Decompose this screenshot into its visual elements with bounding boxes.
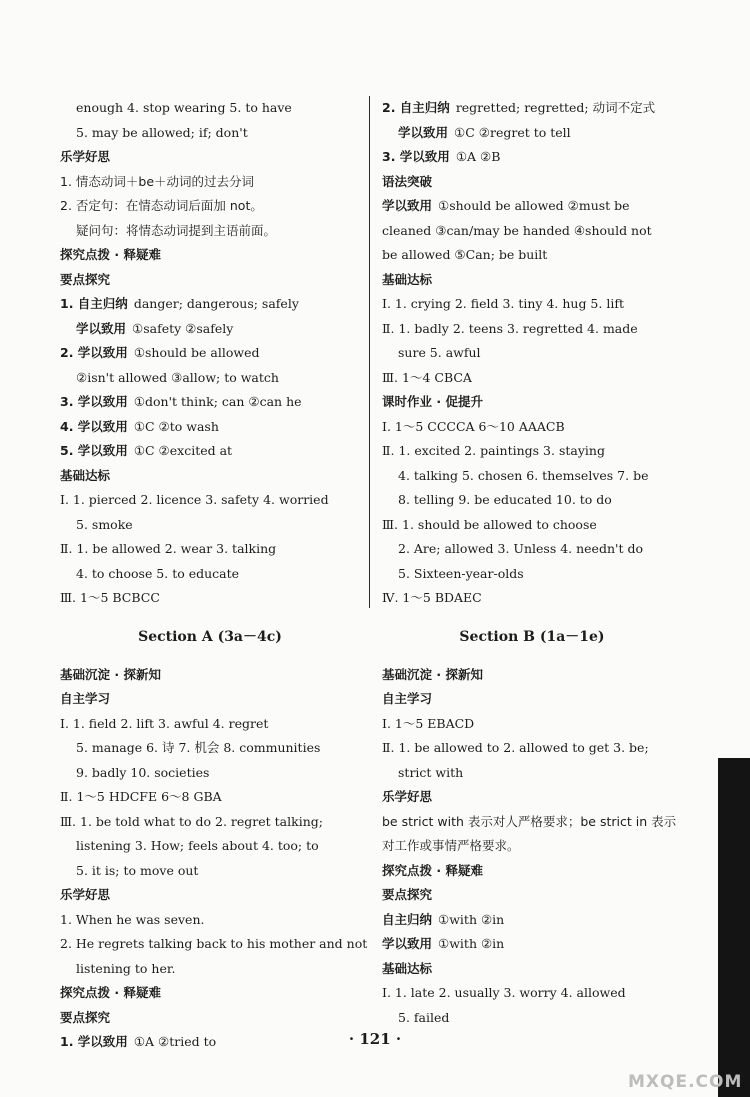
answer-line: 4. to choose 5. to educate <box>76 565 240 581</box>
answer-line: 2. 否定句：在情态动词后面加 not。 <box>60 198 263 213</box>
subheading: 基础达标 <box>60 467 111 483</box>
answer-line: 5. smoke <box>76 516 133 532</box>
answer-line <box>60 415 360 440</box>
subheading: 乐学好思 <box>60 149 111 164</box>
answer-line: 5. manage 6. 诗 7. 机会 8. communities <box>76 740 321 755</box>
subheading: 要点探究 <box>60 271 111 287</box>
answer-line: 1. 情态动词＋be＋动词的过去分词 <box>60 173 255 189</box>
answer-line: 8. telling 9. be educated 10. to do <box>398 492 612 507</box>
answer-label: 学以致用 <box>398 124 449 140</box>
answer-label: 2. 学以致用 <box>60 345 128 360</box>
answer-line: 1. When he was seven. <box>60 911 205 927</box>
answer-text: ①don't think; can ②can he <box>133 394 302 409</box>
right-column <box>382 96 682 1030</box>
answer-line: Ⅳ. 1～5 BDAEC <box>382 590 482 605</box>
answer-label: 学以致用 <box>382 936 433 951</box>
answer-line: Ⅰ. 1. crying 2. field 3. tiny 4. hug 5. lift <box>382 296 624 311</box>
answer-line: Ⅱ. 1. be allowed to 2. allowed to get 3. be; <box>382 740 649 755</box>
answer-line: Ⅲ. 1. be told what to do 2. regret talking; <box>60 813 323 829</box>
subheading: 基础达标 <box>382 271 433 287</box>
answer-label: 3. 学以致用 <box>382 149 450 164</box>
answer-line <box>382 145 682 170</box>
answer-label: 1. 学以致用 <box>60 1034 128 1049</box>
answer-line: enough 4. stop wearing 5. to have <box>76 100 292 115</box>
answer-line: strict with <box>398 764 464 780</box>
subheading: 乐学好思 <box>382 789 433 804</box>
answer-line: 2. Are; allowed 3. Unless 4. needn't do <box>398 541 643 556</box>
answer-line: 5. failed <box>398 1009 450 1025</box>
answer-label: 学以致用 <box>76 320 127 336</box>
answer-line: Ⅰ. 1. field 2. lift 3. awful 4. regret <box>60 715 269 731</box>
section-heading: Section B (1a－1e) <box>459 628 605 645</box>
answer-line <box>382 96 682 121</box>
answer-line: cleaned ③can/may be handed ④should not <box>382 222 652 238</box>
answer-label: 学以致用 <box>382 198 433 213</box>
answer-text: ①A ②B <box>455 149 501 164</box>
subheading: 探究点拨 · 释疑难 <box>382 862 483 878</box>
subheading: 语法突破 <box>382 173 433 189</box>
answer-line: Ⅱ. 1. excited 2. paintings 3. staying <box>382 443 605 458</box>
subheading: 要点探究 <box>382 887 433 902</box>
answer-line: Ⅰ. 1. late 2. usually 3. worry 4. allowed <box>382 985 626 1000</box>
answer-line: Ⅲ. 1～4 CBCA <box>382 369 472 385</box>
answer-line: 5. Sixteen-year-olds <box>398 565 524 581</box>
subheading: 乐学好思 <box>60 887 111 902</box>
subheading: 基础沉淀 · 探新知 <box>382 666 483 682</box>
answer-text: ①should be allowed ②must be <box>438 198 630 213</box>
answer-line: listening 3. How; feels about 4. too; to <box>76 838 319 853</box>
answer-line: 2. He regrets talking back to his mother and not <box>60 936 368 951</box>
answer-line: 疑问句：将情态动词提到主语前面。 <box>76 222 277 238</box>
answer-text: ①safety ②safely <box>132 320 234 336</box>
watermark: MXQE.COM <box>628 1072 743 1092</box>
answer-line <box>60 341 360 366</box>
answer-line: Ⅱ. 1. badly 2. teens 3. regretted 4. made <box>382 320 638 336</box>
answer-line: Ⅰ. 1. pierced 2. licence 3. safety 4. worried <box>60 492 329 507</box>
answer-line <box>382 908 682 933</box>
answer-label: 1. 自主归纳 <box>60 296 128 311</box>
answer-line: Ⅲ. 1～5 BCBCC <box>60 590 160 605</box>
answer-label: 5. 学以致用 <box>60 443 128 458</box>
answer-text: ①C ②to wash <box>133 418 219 434</box>
answer-text: ①C ②regret to tell <box>454 124 571 140</box>
left-column <box>60 96 368 1055</box>
answer-line: Ⅲ. 1. should be allowed to choose <box>382 516 597 532</box>
answer-label: 3. 学以致用 <box>60 394 128 409</box>
column-divider <box>369 96 370 608</box>
answer-text: danger; dangerous; safely <box>133 296 299 311</box>
subheading: 基础达标 <box>382 960 433 976</box>
section-heading: Section A (3a－4c) <box>138 628 282 645</box>
answer-label: 4. 学以致用 <box>60 418 128 434</box>
answer-line: sure 5. awful <box>398 345 481 360</box>
answer-line: 9. badly 10. societies <box>76 764 210 780</box>
answer-line <box>60 439 360 464</box>
answer-text: ①A ②tried to <box>133 1034 217 1049</box>
subheading: 要点探究 <box>60 1009 111 1025</box>
subheading: 探究点拨 · 释疑难 <box>60 985 161 1000</box>
answer-line: 5. it is; to move out <box>76 862 199 878</box>
answer-line <box>382 121 682 146</box>
answer-label: 2. 自主归纳 <box>382 100 450 115</box>
answer-line: be strict with 表示对人严格要求；be strict in 表示 <box>382 813 677 829</box>
answer-line: be allowed ⑤Can; be built <box>382 247 548 262</box>
subheading: 课时作业 · 促提升 <box>382 394 483 409</box>
subheading: 探究点拨 · 释疑难 <box>60 247 161 262</box>
answer-line: 4. talking 5. chosen 6. themselves 7. be <box>398 467 649 483</box>
answer-line: Ⅰ. 1～5 EBACD <box>382 715 475 731</box>
answer-text: ①with ②in <box>438 936 505 951</box>
answer-line <box>382 194 682 219</box>
answer-text: ①should be allowed <box>133 345 260 360</box>
answer-line <box>382 932 682 957</box>
answer-line: listening to her. <box>76 960 176 976</box>
scan-shadow <box>718 758 750 1097</box>
answer-line <box>60 292 360 317</box>
answer-text: regretted; regretted; 动词不定式 <box>455 100 656 115</box>
subheading: 自主学习 <box>60 691 111 706</box>
answer-line: 5. may be allowed; if; don't <box>76 124 248 140</box>
answer-line: ②isn't allowed ③allow; to watch <box>76 369 279 385</box>
answer-text: ①C ②excited at <box>133 443 233 458</box>
answer-line <box>60 317 360 342</box>
subheading: 基础沉淀 · 探新知 <box>60 666 161 682</box>
answer-label: 自主归纳 <box>382 911 433 927</box>
answer-text: ①with ②in <box>438 911 505 927</box>
answer-line: Ⅱ. 1. be allowed 2. wear 3. talking <box>60 541 277 556</box>
answer-line: Ⅱ. 1～5 HDCFE 6～8 GBA <box>60 789 222 804</box>
page-number: · 121 · <box>348 1030 402 1048</box>
answer-line: Ⅰ. 1～5 CCCCA 6～10 AAACB <box>382 418 565 434</box>
answer-line <box>60 390 360 415</box>
answer-line: 对工作或事情严格要求。 <box>382 838 520 853</box>
subheading: 自主学习 <box>382 691 433 706</box>
